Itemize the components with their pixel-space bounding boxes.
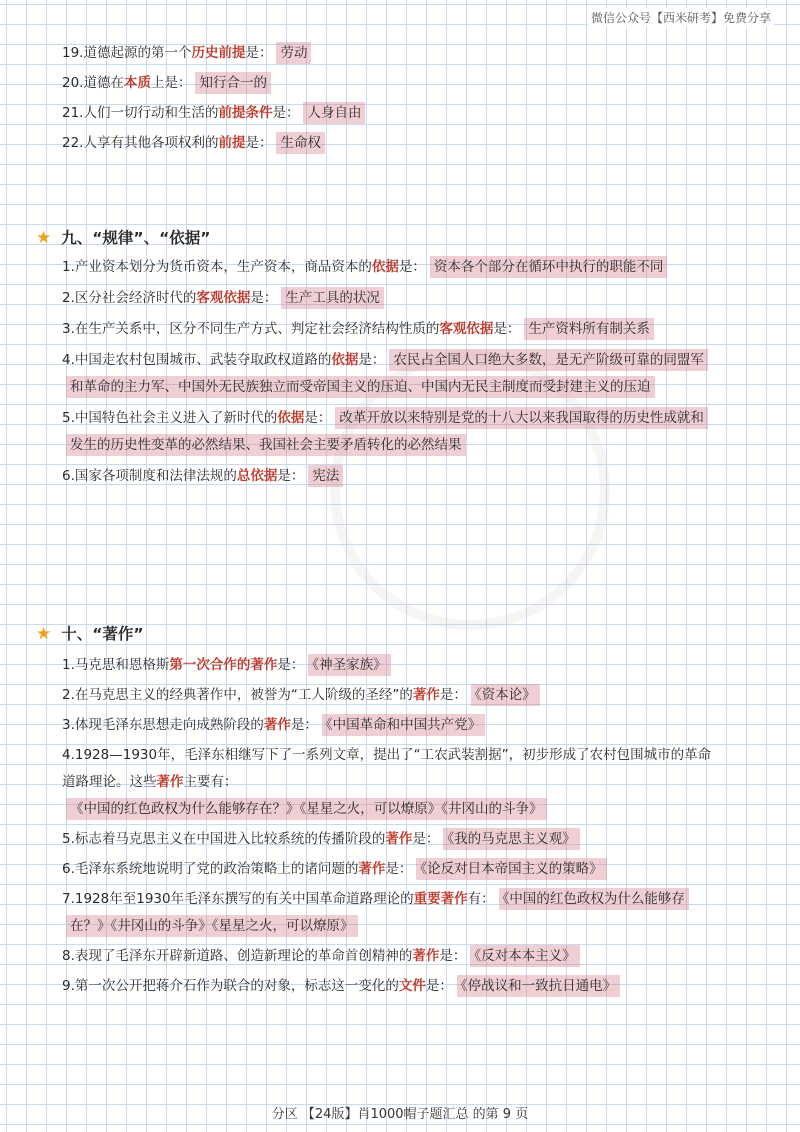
keyword: 著作 xyxy=(412,687,440,703)
answer-highlight: 人身自由 xyxy=(303,102,365,124)
answer-highlight: 改革开放以来特别是党的十八大以来我国取得的历史性成就和发生的历史性变革的必然结果、我国社会主要矛盾转化的必然结果 xyxy=(66,407,708,456)
keyword: 本质 xyxy=(123,75,151,91)
answer-highlight: 知行合一的 xyxy=(195,72,271,94)
list-item: 2.区分社会经济时代的客观依据是： 生产工具的状况 xyxy=(62,285,712,312)
keyword: 前提条件 xyxy=(218,105,273,121)
answer-highlight: 《资本论》 xyxy=(471,684,540,706)
keyword: 依据 xyxy=(277,410,305,426)
section-10-list xyxy=(62,652,712,1000)
keyword: 著作 xyxy=(263,717,291,733)
list-item: 5.中国特色社会主义进入了新时代的依据是： 改革开放以来特别是党的十八大以来我国取得的历史性成就和发生的历史性变革的必然结果、我国社会主要矛盾转化的必然结果 xyxy=(62,405,712,459)
list-item: 6.毛泽东系统地说明了党的政治策略上的诸问题的著作是： 《论反对日本帝国主义的策略》 xyxy=(62,856,712,883)
list-item: 6.国家各项制度和法律法规的总依据是： 宪法 xyxy=(62,463,712,490)
list-item: 22.人享有其他各项权利的前提是： 生命权 xyxy=(62,128,712,158)
answer-highlight: 生命权 xyxy=(276,132,325,154)
answer-highlight: 农民占全国人口绝大多数，是无产阶级可靠的同盟军和革命的主力军、中国外无民族独立而受帝国主义的压迫、中国内无民主制度而受封建主义的压迫 xyxy=(66,349,708,398)
answer-highlight: 生产工具的状况 xyxy=(281,287,384,309)
keyword: 著作 xyxy=(385,831,413,847)
keyword: 依据 xyxy=(371,259,399,275)
keyword: 重要著作 xyxy=(413,891,468,907)
answer-highlight: 《我的马克思主义观》 xyxy=(443,828,579,850)
answer-highlight: 劳动 xyxy=(276,42,311,64)
keyword: 历史前提 xyxy=(191,45,246,61)
keyword: 第一次合作的著作 xyxy=(169,657,278,673)
keyword: 总依据 xyxy=(236,468,278,484)
answer-highlight: 《中国的红色政权为什么能够存在？》《井冈山的斗争》《星星之火，可以燎原》 xyxy=(66,888,689,937)
star-icon: ★ xyxy=(36,624,52,644)
keyword: 依据 xyxy=(331,352,359,368)
answer-highlight: 《神圣家族》 xyxy=(308,654,390,676)
list-item: 1.马克思和恩格斯第一次合作的著作是： 《神圣家族》 xyxy=(62,652,712,679)
answer-highlight: 资本各个部分在循环中执行的职能不同 xyxy=(430,256,668,278)
page-footer: 分区 【24版】肖1000帽子题汇总 的第 9 页 xyxy=(271,1107,529,1122)
list-item: 8.表现了毛泽东开辟新道路、创造新理论的革命首创精神的著作是： 《反对本本主义》 xyxy=(62,943,712,970)
list-item: 3.在生产关系中，区分不同生产方式、判定社会经济结构性质的客观依据是： 生产资料所有制关系 xyxy=(62,316,712,343)
keyword: 著作 xyxy=(358,861,386,877)
keyword: 客观依据 xyxy=(196,290,251,306)
answer-highlight: 生产资料所有制关系 xyxy=(524,318,654,340)
list-item: 4.中国走农村包围城市、武装夺取政权道路的依据是： 农民占全国人口绝大多数，是无产阶级可靠的同盟军和革命的主力军、中国外无民族独立而受帝国主义的压迫、中国内无民主制度而受封建主义的压迫 xyxy=(62,347,712,401)
keyword: 文件 xyxy=(398,978,426,994)
list-item: 9.第一次公开把蒋介石作为联合的对象，标志这一变化的文件是： 《停战议和一致抗日通电》 xyxy=(62,973,712,1000)
keyword: 著作 xyxy=(156,774,184,790)
list-item: 21.人们一切行动和生活的前提条件是： 人身自由 xyxy=(62,98,712,128)
list-item: 3.体现毛泽东思想走向成熟阶段的著作是： 《中国革命和中国共产党》 xyxy=(62,712,712,739)
keyword: 客观依据 xyxy=(439,321,494,337)
answer-highlight: 《论反对日本帝国主义的策略》 xyxy=(416,858,606,880)
section-heading-10: ★ 十、“著作” xyxy=(36,624,144,644)
list-item: 1.产业资本划分为货币资本，生产资本，商品资本的依据是： 资本各个部分在循环中执行的职能不同 xyxy=(62,254,712,281)
star-icon: ★ xyxy=(36,228,52,248)
header-note: 微信公众号【西米研考】免费分享 xyxy=(588,8,774,27)
answer-highlight: 《反对本本主义》 xyxy=(470,945,579,967)
keyword: 前提 xyxy=(218,135,246,151)
section-heading-9: ★ 九、“规律”、“依据” xyxy=(36,228,211,248)
answer-highlight: 《中国革命和中国共产党》 xyxy=(322,714,485,736)
top-items-list xyxy=(62,38,712,158)
list-item: 2.在马克思主义的经典著作中，被誉为“工人阶级的圣经”的著作是： 《资本论》 xyxy=(62,682,712,709)
keyword: 著作 xyxy=(412,948,440,964)
list-item: 7.1928年至1930年毛泽东撰写的有关中国革命道路理论的重要著作有： 《中国的红色政权为什么能够存在？》《井冈山的斗争》《星星之火，可以燎原》 xyxy=(62,886,712,940)
section-9-list xyxy=(62,254,712,490)
list-item: 20.道德在本质上是： 知行合一的 xyxy=(62,68,712,98)
list-item: 5.标志着马克思主义在中国进入比较系统的传播阶段的著作是： 《我的马克思主义观》 xyxy=(62,826,712,853)
answer-highlight: 《中国的红色政权为什么能够存在？》《星星之火，可以燎原》《井冈山的斗争》 xyxy=(66,798,547,820)
answer-highlight: 《停战议和一致抗日通电》 xyxy=(457,975,620,997)
list-item: 4.1928—1930年，毛泽东相继写下了一系列文章，提出了“工农武装割据”，初步形成了农村包围城市的革命道路理论。这些著作主要有：《中国的红色政权为什么能够存在？》《星星之火，可以燎原》《井冈山的斗争》 xyxy=(62,742,712,823)
answer-highlight: 宪法 xyxy=(308,465,343,487)
list-item: 19.道德起源的第一个历史前提是： 劳动 xyxy=(62,38,712,68)
